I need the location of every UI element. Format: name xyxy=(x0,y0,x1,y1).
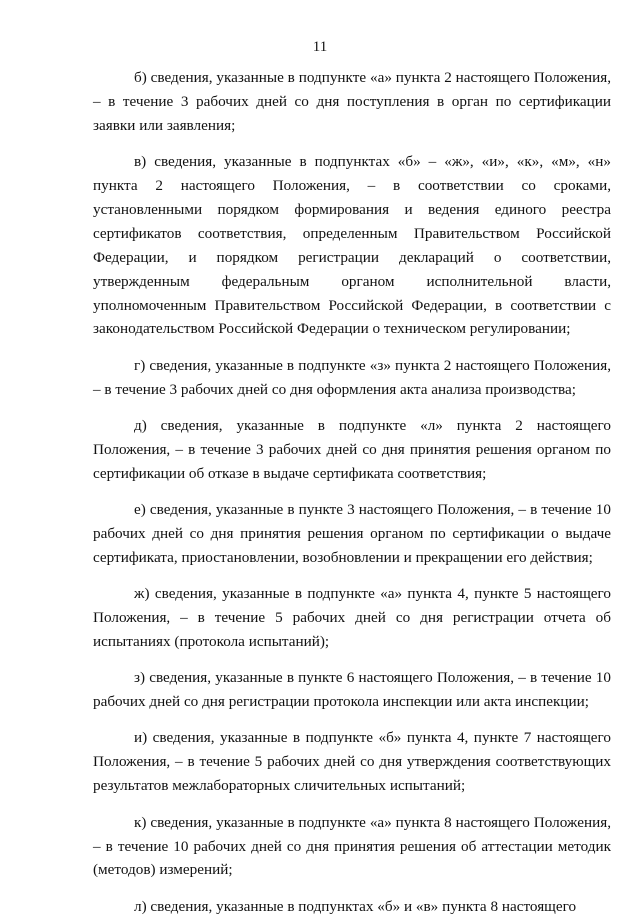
paragraph-z: з) сведения, указанные в пункте 6 настоящего Положения, – в течение 10 рабочих дней со дня регистрации протокола инспекции или акта инспекции; xyxy=(93,669,611,711)
page-number: 11 xyxy=(312,39,328,55)
paragraph-zh: ж) сведения, указанные в подпункте «а» пункта 4, пункте 5 настоящего Положения, – в течение 5 рабочих дней со дня регистрации отчета об испытаниях (протокола испытаний); xyxy=(93,585,611,650)
paragraph-l: л) сведения, указанные в подпунктах «б» и «в» пункта 8 настоящего xyxy=(134,897,577,915)
paragraph-e: е) сведения, указанные в пункте 3 настоящего Положения, – в течение 10 рабочих дней со дня принятия решения органом по сертификации о выдаче сертификата, приостановлении, возобновлении и прекращении его действия; xyxy=(93,501,611,566)
paragraph-d: д) сведения, указанные в подпункте «л» пункта 2 настоящего Положения, – в течение 3 рабочих дней со дня принятия решения органом по сертификации об отказе в выдаче сертификата соответствия; xyxy=(93,416,611,482)
paragraph-g: г) сведения, указанные в подпункте «з» пункта 2 настоящего Положения, – в течение 3 рабочих дней со дня оформления акта анализа производства; xyxy=(93,356,611,398)
document-body xyxy=(93,66,611,919)
paragraph-v: в) сведения, указанные в подпунктах «б» – «ж», «и», «к», «м», «н» пункта 2 настоящего Положения, – в соответствии со сроками, установленными порядком формирования и ведения единого реестра сертификатов соответствия, определенным Правительством Российской Федерации, и порядком регистрации деклараций о соответствии, утвержденным федеральным органом исполнительной власти, уполномоченным Правительством Российской Федерации, в соответствии с законодательством Российской Федерации о техническом регулировании; xyxy=(93,153,611,338)
paragraph-k: к) сведения, указанные в подпункте «а» пункта 8 настоящего Положения, – в течение 10 рабочих дней со дня принятия решения об аттестации методик (методов) измерений; xyxy=(93,813,611,879)
paragraph-i: и) сведения, указанные в подпункте «б» пункта 4, пункте 7 настоящего Положения, – в течение 5 рабочих дней со дня утверждения соответствующих результатов межлабораторных сличительных испытаний; xyxy=(93,729,611,795)
paragraph-b: б) сведения, указанные в подпункте «а» пункта 2 настоящего Положения, – в течение 3 рабочих дней со дня поступления в орган по сертификации заявки или заявления; xyxy=(93,69,611,134)
